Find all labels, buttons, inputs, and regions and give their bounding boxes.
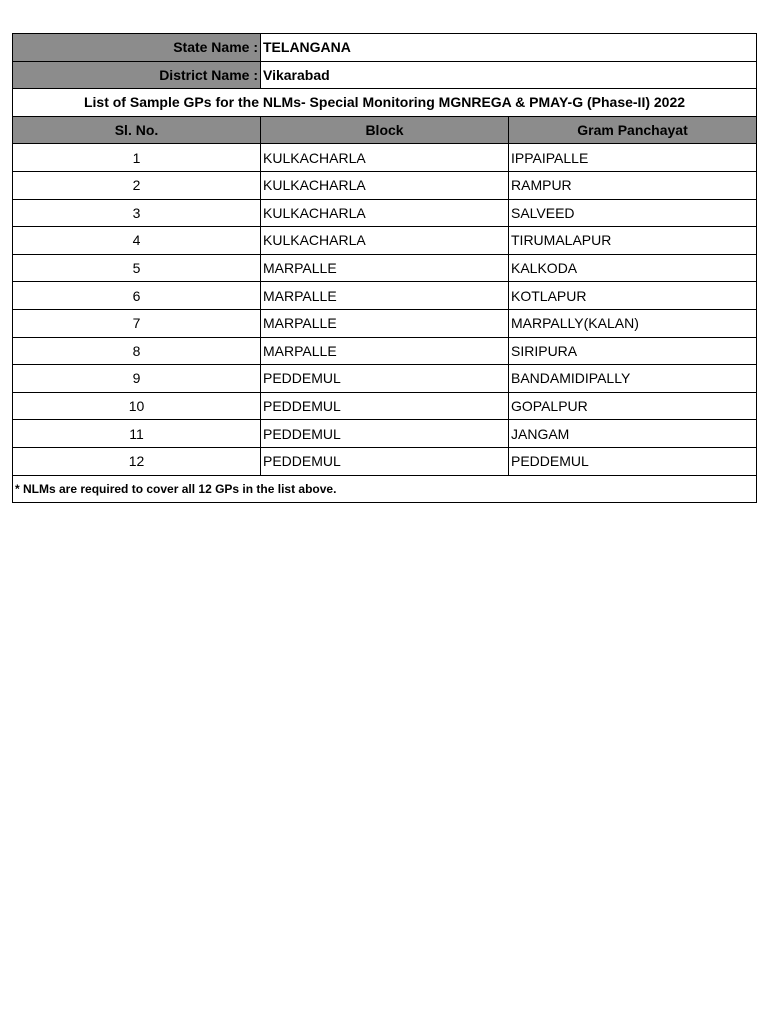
- cell-sl-no: 11: [13, 420, 261, 448]
- cell-sl-no: 6: [13, 282, 261, 310]
- table-row: [13, 392, 757, 420]
- column-header-sl-no: Sl. No.: [13, 116, 261, 144]
- cell-block: KULKACHARLA: [261, 171, 509, 199]
- district-row: [13, 61, 757, 89]
- cell-gram-panchayat: SALVEED: [509, 199, 757, 227]
- cell-sl-no: 9: [13, 365, 261, 393]
- cell-gram-panchayat: JANGAM: [509, 420, 757, 448]
- table-row: [13, 420, 757, 448]
- cell-sl-no: 2: [13, 171, 261, 199]
- table-row: [13, 365, 757, 393]
- table-row: [13, 447, 757, 475]
- cell-block: KULKACHARLA: [261, 227, 509, 255]
- cell-block: MARPALLE: [261, 282, 509, 310]
- cell-sl-no: 10: [13, 392, 261, 420]
- cell-gram-panchayat: MARPALLY(KALAN): [509, 309, 757, 337]
- district-label: District Name :: [13, 61, 261, 89]
- cell-gram-panchayat: IPPAIPALLE: [509, 144, 757, 172]
- column-header-gram-panchayat: Gram Panchayat: [509, 116, 757, 144]
- cell-sl-no: 5: [13, 254, 261, 282]
- cell-sl-no: 12: [13, 447, 261, 475]
- cell-gram-panchayat: KOTLAPUR: [509, 282, 757, 310]
- title-row: [13, 89, 757, 117]
- cell-gram-panchayat: GOPALPUR: [509, 392, 757, 420]
- table-row: [13, 227, 757, 255]
- cell-sl-no: 8: [13, 337, 261, 365]
- cell-block: MARPALLE: [261, 309, 509, 337]
- cell-gram-panchayat: PEDDEMUL: [509, 447, 757, 475]
- table-row: [13, 144, 757, 172]
- cell-block: PEDDEMUL: [261, 392, 509, 420]
- state-label: State Name :: [13, 34, 261, 62]
- cell-gram-panchayat: KALKODA: [509, 254, 757, 282]
- cell-block: KULKACHARLA: [261, 144, 509, 172]
- table-row: [13, 254, 757, 282]
- sheet-title: List of Sample GPs for the NLMs- Special Monitoring MGNREGA & PMAY-G (Phase-II) 2022: [13, 89, 757, 117]
- cell-block: PEDDEMUL: [261, 365, 509, 393]
- cell-block: MARPALLE: [261, 254, 509, 282]
- table-row: [13, 199, 757, 227]
- column-header-block: Block: [261, 116, 509, 144]
- cell-gram-panchayat: RAMPUR: [509, 171, 757, 199]
- cell-block: PEDDEMUL: [261, 447, 509, 475]
- state-row: [13, 34, 757, 62]
- cell-gram-panchayat: SIRIPURA: [509, 337, 757, 365]
- state-value: TELANGANA: [261, 34, 757, 62]
- cell-block: MARPALLE: [261, 337, 509, 365]
- cell-gram-panchayat: BANDAMIDIPALLY: [509, 365, 757, 393]
- footnote: * NLMs are required to cover all 12 GPs in the list above.: [13, 475, 757, 503]
- cell-sl-no: 7: [13, 309, 261, 337]
- cell-gram-panchayat: TIRUMALAPUR: [509, 227, 757, 255]
- cell-block: KULKACHARLA: [261, 199, 509, 227]
- table-row: [13, 171, 757, 199]
- sheet-body: [13, 34, 757, 503]
- table-row: [13, 309, 757, 337]
- table-row: [13, 282, 757, 310]
- cell-sl-no: 4: [13, 227, 261, 255]
- column-header-row: [13, 116, 757, 144]
- cell-block: PEDDEMUL: [261, 420, 509, 448]
- cell-sl-no: 1: [13, 144, 261, 172]
- cell-sl-no: 3: [13, 199, 261, 227]
- sample-gp-table: [12, 33, 757, 503]
- district-value: Vikarabad: [261, 61, 757, 89]
- footnote-row: [13, 475, 757, 503]
- table-row: [13, 337, 757, 365]
